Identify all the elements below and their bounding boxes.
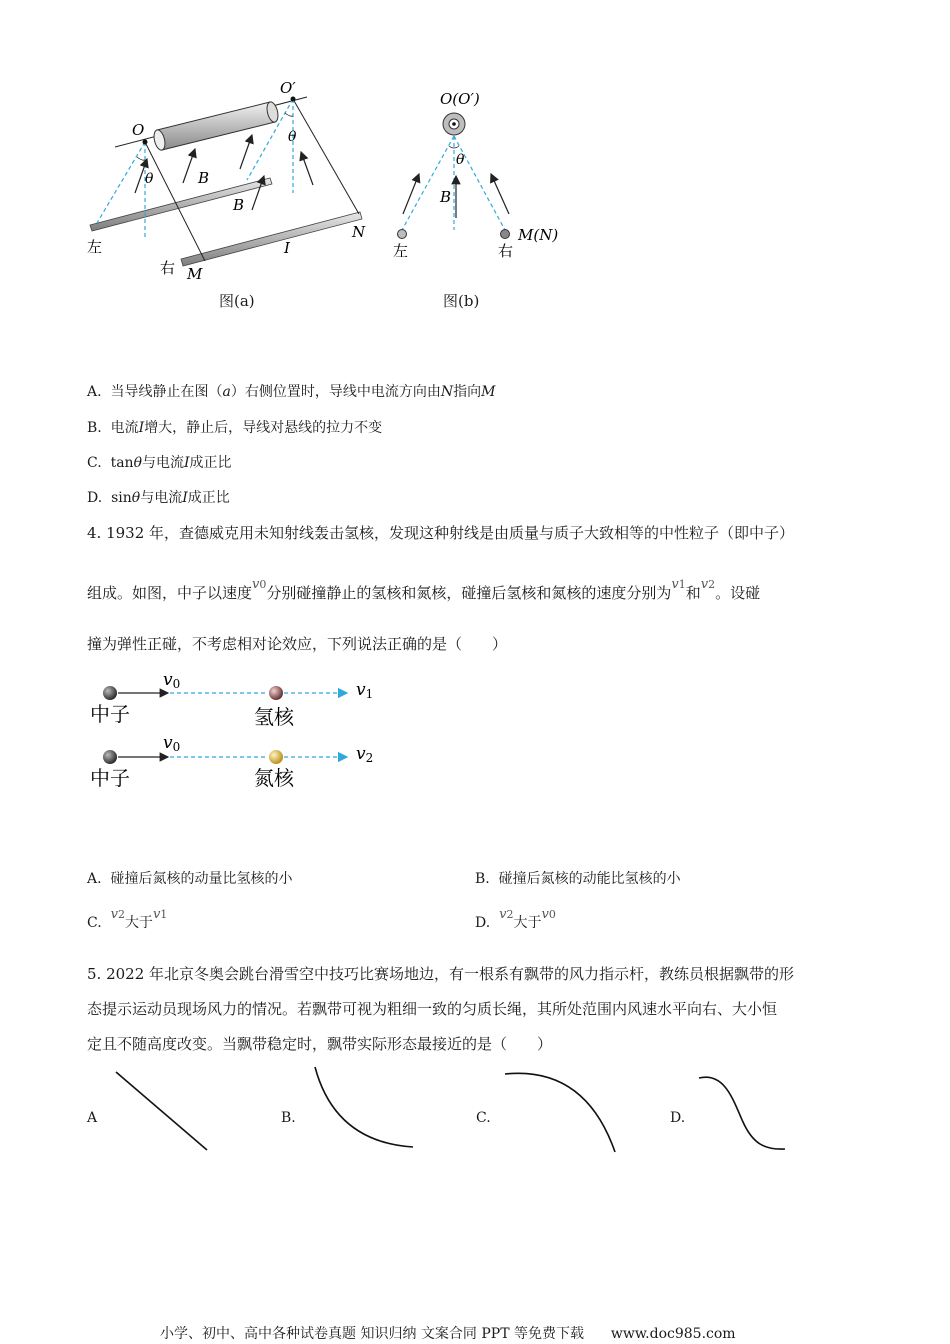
q5-option-a-label: A [87, 1110, 98, 1126]
label-O: O [132, 121, 145, 139]
label-right-b: 右 [498, 242, 514, 260]
label-O-b: O(O′) [440, 90, 480, 108]
q4-line-3: 撞为弹性正碰，不考虑相对论效应，下列说法正确的是（ ） [87, 635, 508, 653]
label-MN: M(N) [518, 226, 559, 244]
rod-left [90, 178, 272, 231]
label-nitrogen: 氮核 [254, 766, 294, 790]
label-neutron-1: 中子 [90, 702, 130, 726]
figure-b [385, 80, 575, 280]
label-v0-row1: v0 [163, 670, 181, 691]
label-v1: v1 [356, 680, 374, 701]
q4-option-d: D. v2大于v0 [475, 907, 556, 931]
q5-option-c-label: C. [476, 1110, 491, 1126]
q5-option-d-label: D. [670, 1110, 686, 1126]
footer-url[interactable]: www.doc985.com [610, 1326, 736, 1342]
q5-line-3: 定且不随高度改变。当飘带稳定时，飘带实际形态最接近的是（ ） [87, 1035, 553, 1053]
figure-b-drawing [385, 80, 575, 280]
q5-line-2: 态提示运动员现场风力的情况。若飘带可视为粗细一致的匀质长绳，其所处范围内风速水平向右、大小恒 [87, 1000, 778, 1018]
q4-option-a: A. 碰撞后氮核的动量比氢核的小 [87, 871, 293, 887]
q3-option-a: A. 当导线静止在图（a）右侧位置时，导线中电流方向由N指向M [87, 384, 496, 400]
cylinder [152, 101, 280, 151]
collision-drawing [85, 668, 385, 798]
q5-option-b-label: B. [281, 1110, 296, 1126]
figure-a-caption: 图(a) [219, 292, 255, 310]
label-v2: v2 [356, 744, 374, 765]
figure-b-caption: 图(b) [443, 292, 480, 310]
label-I: I [284, 239, 290, 257]
label-O-prime: O′ [280, 79, 296, 97]
q5-option-c-curve [500, 1066, 620, 1161]
q5-option-a-curve [110, 1068, 215, 1158]
label-theta-left: θ [145, 171, 154, 187]
q5-option-d-curve [695, 1070, 795, 1160]
figure-a [85, 75, 385, 285]
q4-line-1: 4. 1932 年，查德威克用未知射线轰击氢核，发现这种射线是由质量与质子大致相等的中性粒子（即中子） [87, 524, 795, 542]
label-hydrogen: 氢核 [254, 705, 294, 729]
collision-diagram [85, 668, 385, 798]
footer-text: 小学、初中、高中各种试卷真题 知识归纳 文案合同 PPT 等免费下载 [160, 1326, 584, 1342]
q4-option-b: B. 碰撞后氮核的动能比氢核的小 [475, 871, 681, 887]
label-left: 左 [87, 238, 103, 256]
label-B-1: B [198, 169, 210, 187]
label-theta-b: θ [456, 152, 465, 168]
q5-option-b-curve [305, 1062, 420, 1157]
label-left-b: 左 [393, 242, 409, 260]
figure-a-drawing [85, 75, 385, 285]
label-v0-row2: v0 [163, 733, 181, 754]
rod-right [181, 212, 362, 266]
q5-line-1: 5. 2022 年北京冬奥会跳台滑雪空中技巧比赛场地边，有一根系有飘带的风力指示杆，教练员根据飘带的形 [87, 965, 795, 983]
label-theta-right: θ [288, 129, 297, 145]
q3-option-b: B. 电流I增大，静止后，导线对悬线的拉力不变 [87, 420, 383, 436]
q4-line-2: 组成。如图，中子以速度v0分别碰撞静止的氢核和氮核，碰撞后氢核和氮核的速度分别为v1和v2。设碰 [87, 577, 761, 602]
q3-option-d: D. sinθ与电流I成正比 [87, 490, 230, 506]
label-right: 右 [160, 259, 176, 277]
label-B-2: B [233, 196, 245, 214]
label-M: M [187, 265, 203, 283]
q4-option-c: C. v2大于v1 [87, 907, 168, 931]
q3-option-c: C. tanθ与电流I成正比 [87, 455, 232, 471]
footer [160, 1323, 736, 1343]
label-B-b: B [440, 188, 452, 206]
label-neutron-2: 中子 [90, 766, 130, 790]
label-N: N [352, 223, 366, 241]
